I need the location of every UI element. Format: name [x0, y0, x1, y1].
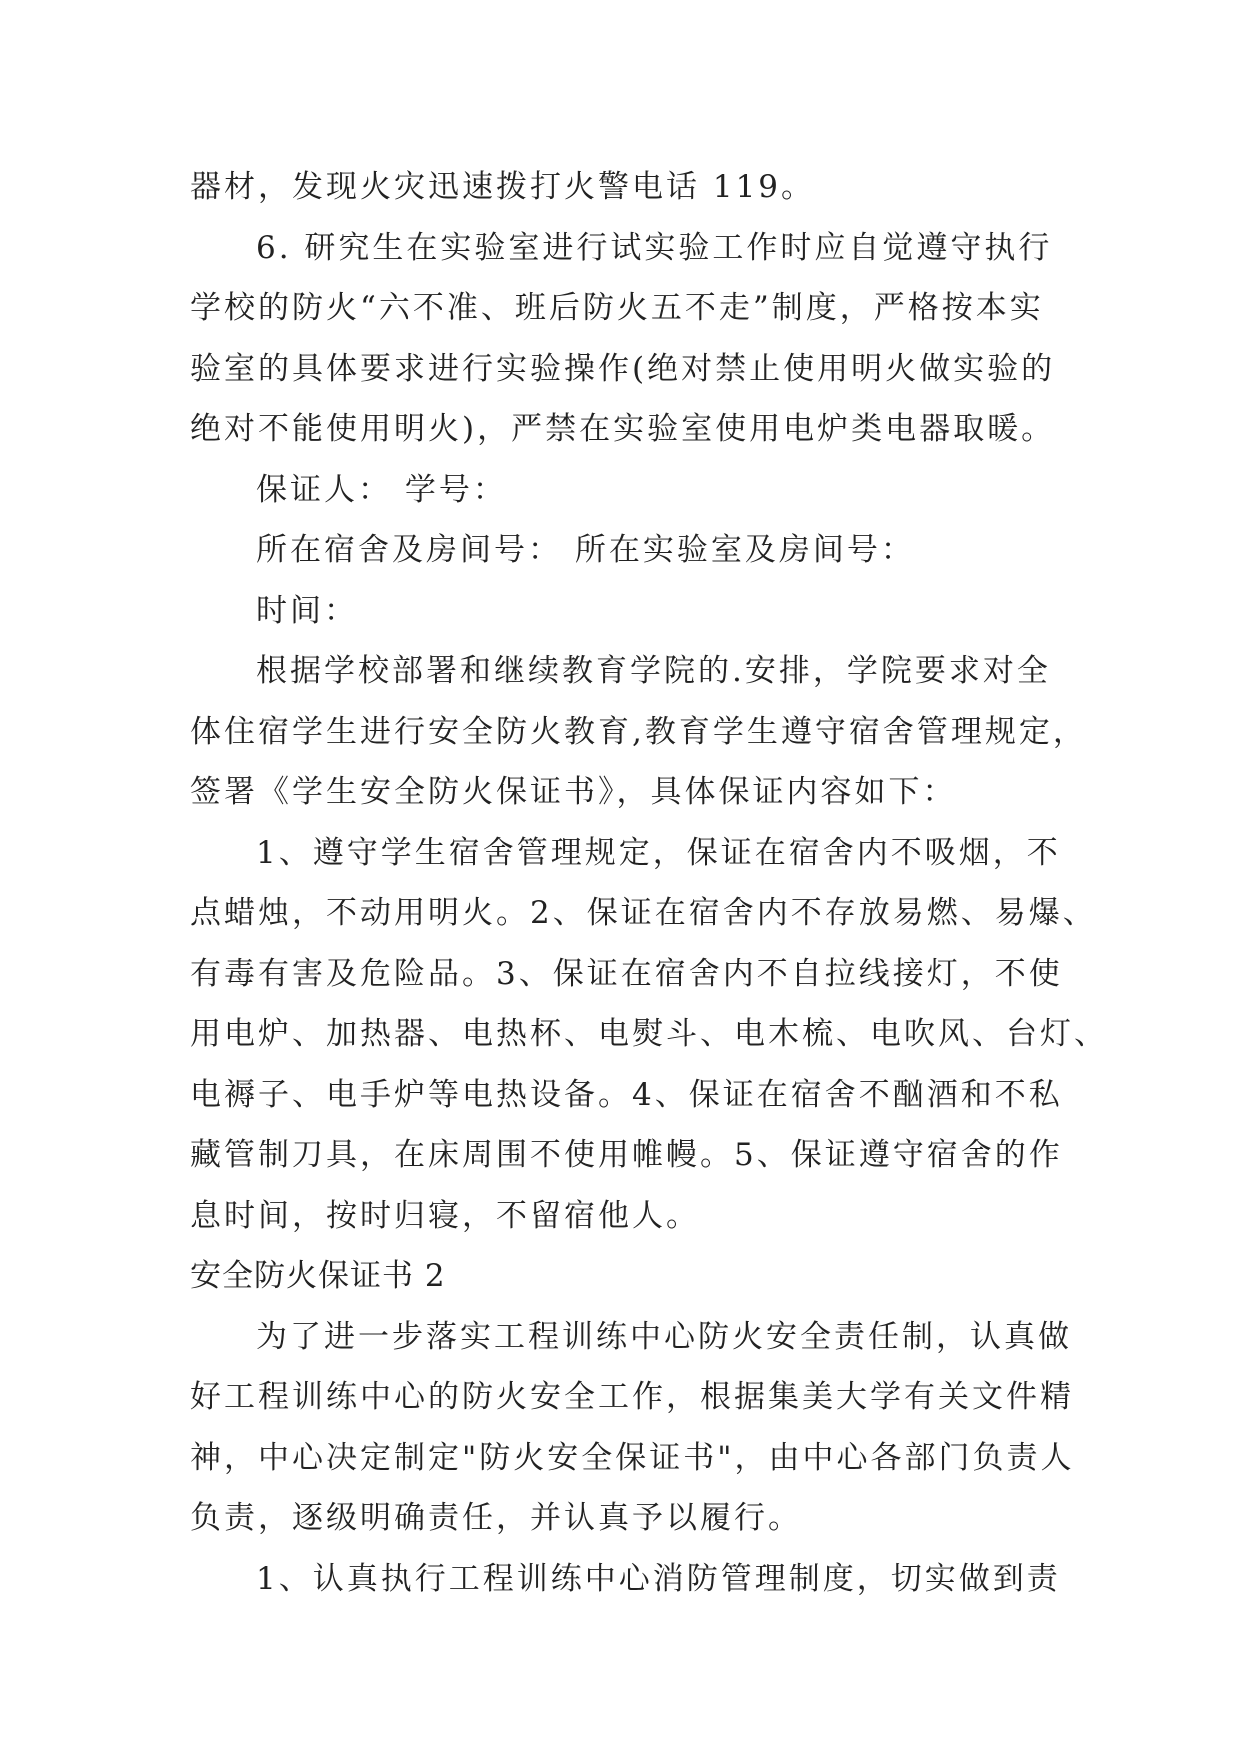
text-line: 签署《学生安全防火保证书》，具体保证内容如下： — [190, 774, 957, 810]
text-line: 时间： — [256, 592, 358, 629]
text-line: 1、认真执行工程训练中心消防管理制度，切实做到责 — [256, 1560, 1061, 1597]
text-line: 器材，发现火灾迅速拨打火警电话 119。 — [190, 169, 816, 205]
text-line: 1、遵守学生宿舍管理规定，保证在宿舍内不吸烟，不 — [256, 834, 1061, 871]
section-heading: 安全防火保证书 2 — [190, 1258, 446, 1294]
text-line: 用电炉、加热器、电热杯、电熨斗、电木梳、电吹风、台灯、 — [190, 1016, 1108, 1052]
text-line: 有毒有害及危险品。3、保证在宿舍内不自拉线接灯，不使 — [190, 955, 1063, 992]
text-line: 保证人： 学号： — [256, 471, 507, 508]
text-line: 电褥子、电手炉等电热设备。4、保证在宿舍不酗酒和不私 — [190, 1076, 1063, 1113]
text-line: 点蜡烛，不动用明火。2、保证在宿舍内不存放易燃、易爆、 — [190, 895, 1097, 931]
text-line: 好工程训练中心的防火安全工作，根据集美大学有关文件精 — [190, 1379, 1074, 1415]
text-line: 所在宿舍及房间号： 所在实验室及房间号： — [256, 532, 915, 568]
text-line: 神，中心决定制定"防火安全保证书"，由中心各部门负责人 — [190, 1439, 1075, 1476]
text-line: 藏管制刀具，在床周围不使用帷幔。5、保证遵守宿舍的作 — [190, 1137, 1063, 1173]
text-line: 根据学校部署和继续教育学院的.安排，学院要求对全 — [256, 653, 1051, 689]
text-line: 息时间，按时归寝，不留宿他人。 — [190, 1197, 700, 1234]
text-line: 负责，逐级明确责任，并认真予以履行。 — [190, 1500, 802, 1536]
text-line: 体住宿学生进行安全防火教育,教育学生遵守宿舍管理规定， — [190, 713, 1087, 750]
text-line: 6. 研究生在实验室进行试实验工作时应自觉遵守执行 — [256, 229, 1053, 266]
text-line: 验室的具体要求进行实验操作(绝对禁止使用明火做实验的 — [190, 350, 1056, 387]
text-line: 绝对不能使用明火)，严禁在实验室使用电炉类电器取暖。 — [190, 411, 1056, 447]
text-line: 为了进一步落实工程训练中心防火安全责任制，认真做 — [256, 1318, 1072, 1355]
document-body — [190, 157, 1108, 1609]
text-line: 学校的防火“六不准、班后防火五不走”制度，严格按本实 — [190, 290, 1044, 326]
